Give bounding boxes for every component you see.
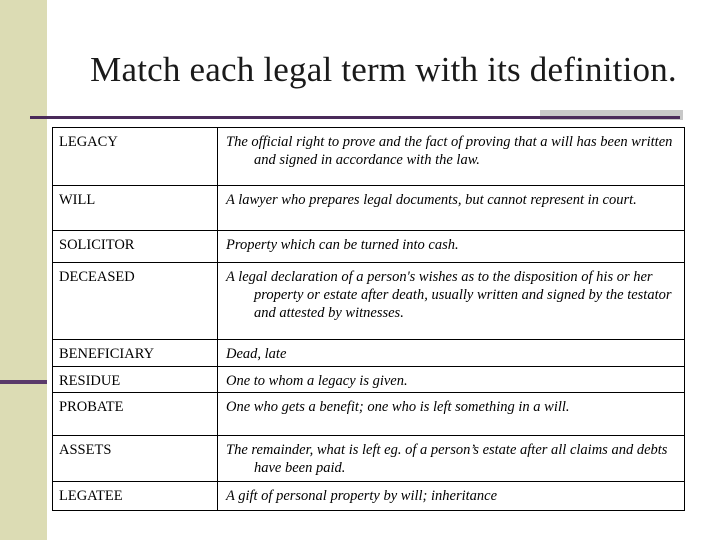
- term-cell: DECEASED: [53, 263, 218, 340]
- term-cell: RESIDUE: [53, 367, 218, 393]
- table-row: [53, 436, 685, 482]
- table-row: [53, 231, 685, 263]
- definition-text: A lawyer who prepares legal documents, but cannot represent in court.: [226, 192, 637, 208]
- term-cell: ASSETS: [53, 436, 218, 482]
- definition-text: Property which can be turned into cash.: [226, 237, 459, 253]
- term-cell: LEGATEE: [53, 482, 218, 511]
- term-cell: WILL: [53, 186, 218, 231]
- table-row: [53, 340, 685, 367]
- definition-text: Dead, late: [226, 346, 287, 362]
- definition-text: One to whom a legacy is given.: [226, 373, 408, 389]
- table-row: [53, 128, 685, 186]
- definition-text: The remainder, what is left eg. of a person’s estate after all claims and debts have been paid.: [226, 442, 668, 476]
- table-row: [53, 482, 685, 511]
- definition-cell: [218, 393, 685, 436]
- definition-text: One who gets a benefit; one who is left something in a will.: [226, 399, 570, 415]
- definition-cell: [218, 128, 685, 186]
- term-cell: LEGACY: [53, 128, 218, 186]
- term-cell: PROBATE: [53, 393, 218, 436]
- left-accent-line: [0, 380, 47, 384]
- definition-cell: [218, 340, 685, 367]
- slide-title: Match each legal term with its definition.: [90, 50, 677, 89]
- title-divider: [30, 116, 680, 119]
- definition-cell: [218, 482, 685, 511]
- table-row: [53, 367, 685, 393]
- definition-cell: [218, 186, 685, 231]
- left-decorative-bar: [0, 0, 47, 540]
- definition-text: The official right to prove and the fact of proving that a will has been written and signed in accordance with the law.: [226, 134, 673, 168]
- definition-cell: [218, 367, 685, 393]
- table-row: [53, 263, 685, 340]
- definition-cell: [218, 263, 685, 340]
- definition-cell: [218, 231, 685, 263]
- definition-cell: [218, 436, 685, 482]
- definition-text: A gift of personal property by will; inheritance: [226, 488, 498, 504]
- definition-text: A legal declaration of a person's wishes as to the disposition of his or her property or estate after death, usually written and signed by the testator and attested by witnesses.: [226, 269, 672, 321]
- term-cell: BENEFICIARY: [53, 340, 218, 367]
- table-row: [53, 393, 685, 436]
- term-cell: SOLICITOR: [53, 231, 218, 263]
- table-row: [53, 186, 685, 231]
- terms-table: [52, 127, 685, 511]
